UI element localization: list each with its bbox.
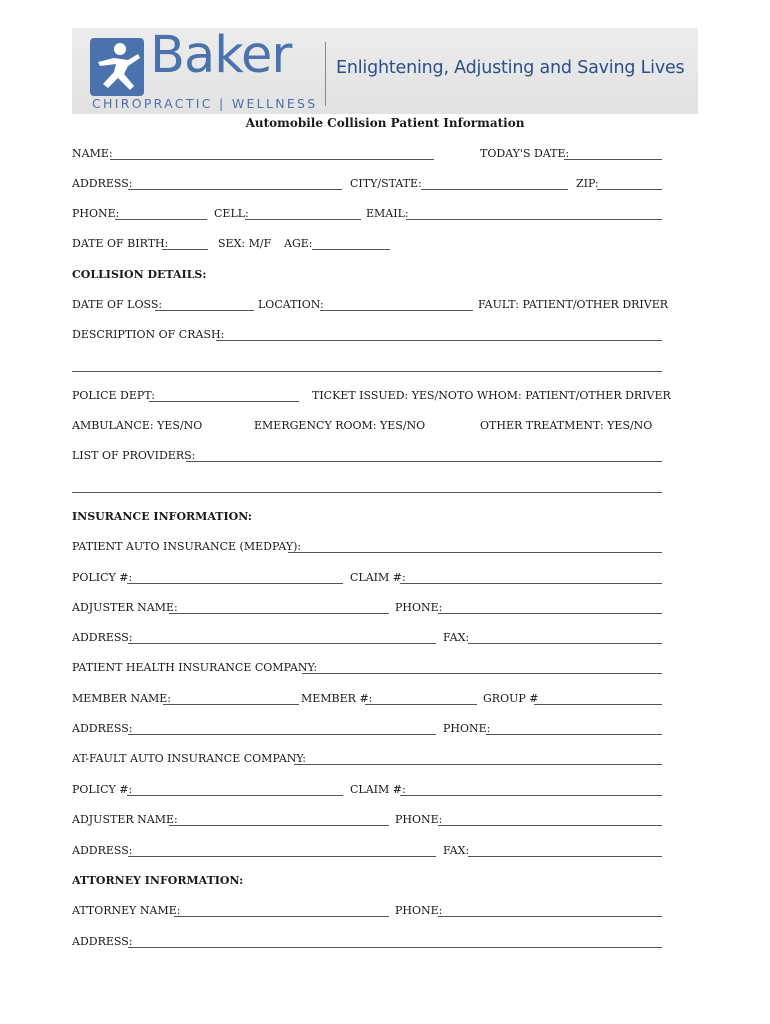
header-banner — [72, 28, 698, 114]
adjuster-phone-label: PHONE: — [395, 601, 443, 614]
phone-field[interactable] — [115, 219, 207, 220]
providers-field[interactable] — [186, 461, 662, 462]
member-number-field[interactable] — [365, 704, 477, 705]
at-fault-company-label: AT-FAULT AUTO INSURANCE COMPANY: — [72, 752, 307, 765]
at-fault-address-label: ADDRESS: — [72, 844, 133, 857]
tagline: Enlightening, Adjusting and Saving Lives — [336, 58, 685, 78]
row-at-fault-company — [72, 752, 662, 768]
attorney-phone-field[interactable] — [438, 916, 662, 917]
city-state-label: CITY/STATE: — [350, 177, 422, 190]
member-name-label: MEMBER NAME: — [72, 692, 172, 705]
health-phone-field[interactable] — [486, 734, 662, 735]
row-ins-address-2 — [72, 722, 662, 738]
policy-field[interactable] — [127, 583, 343, 584]
location-field[interactable] — [320, 310, 473, 311]
at-fault-phone-field[interactable] — [438, 825, 662, 826]
attorney-address-field[interactable] — [128, 947, 662, 948]
row-address — [72, 177, 662, 193]
row-providers — [72, 449, 662, 465]
date-of-loss-label: DATE OF LOSS: — [72, 298, 163, 311]
at-fault-claim-label: CLAIM #: — [350, 783, 406, 796]
fax-label: FAX: — [443, 631, 470, 644]
at-fault-policy-field[interactable] — [127, 795, 343, 796]
age-label: AGE: — [284, 237, 313, 250]
header-divider — [325, 42, 326, 106]
city-state-field[interactable] — [421, 189, 568, 190]
row-policy-2 — [72, 783, 662, 799]
todays-date-field[interactable] — [564, 159, 662, 160]
name-field[interactable] — [110, 159, 434, 160]
health-address-field[interactable] — [128, 734, 436, 735]
attorney-address-label: ADDRESS: — [72, 935, 133, 948]
row-police — [72, 389, 671, 405]
row-adjuster-1 — [72, 601, 662, 617]
row-attorney-address — [72, 935, 662, 951]
other-treatment-option[interactable]: OTHER TREATMENT: YES/NO — [480, 419, 653, 432]
adjuster-label: ADJUSTER NAME: — [72, 601, 178, 614]
email-field[interactable] — [406, 219, 662, 220]
at-fault-phone-label: PHONE: — [395, 813, 443, 826]
at-fault-policy-label: POLICY #: — [72, 783, 133, 796]
adjuster-field[interactable] — [169, 613, 389, 614]
at-fault-adjuster-label: ADJUSTER NAME: — [72, 813, 178, 826]
row-member — [72, 692, 662, 708]
attorney-phone-label: PHONE: — [395, 904, 443, 917]
attorney-heading: ATTORNEY INFORMATION: — [72, 874, 244, 887]
row-ins-address-1 — [72, 631, 662, 647]
address-label: ADDRESS: — [72, 177, 133, 190]
cell-field[interactable] — [245, 219, 361, 220]
fax-field[interactable] — [468, 643, 662, 644]
email-label: EMAIL: — [366, 207, 409, 220]
row-ins-address-3 — [72, 844, 662, 860]
collision-heading: COLLISION DETAILS: — [72, 268, 207, 281]
health-phone-label: PHONE: — [443, 722, 491, 735]
row-adjuster-2 — [72, 813, 662, 829]
row-attorney — [72, 904, 662, 920]
fault-option[interactable]: FAULT: PATIENT/OTHER DRIVER — [478, 298, 669, 311]
row-phone — [72, 207, 662, 223]
age-field[interactable] — [312, 249, 390, 250]
member-name-field[interactable] — [163, 704, 299, 705]
zip-label: ZIP: — [576, 177, 599, 190]
dob-label: DATE OF BIRTH: — [72, 237, 169, 250]
ambulance-option[interactable]: AMBULANCE: YES/NO — [72, 419, 203, 432]
brand-name: Baker — [150, 26, 292, 85]
at-fault-claim-field[interactable] — [400, 795, 662, 796]
health-company-field[interactable] — [302, 673, 662, 674]
zip-field[interactable] — [597, 189, 662, 190]
police-field[interactable] — [149, 401, 299, 402]
description-label: DESCRIPTION OF CRASH: — [72, 328, 225, 341]
at-fault-fax-field[interactable] — [468, 856, 662, 857]
ins-address-field[interactable] — [128, 643, 436, 644]
medpay-field[interactable] — [288, 552, 662, 553]
row-loss — [72, 298, 669, 314]
address-field[interactable] — [128, 189, 342, 190]
health-address-label: ADDRESS: — [72, 722, 133, 735]
row-health-company — [72, 661, 662, 677]
description-field[interactable] — [216, 340, 662, 341]
attorney-name-field[interactable] — [174, 916, 389, 917]
at-fault-company-field[interactable] — [294, 764, 662, 765]
phone-label: PHONE: — [72, 207, 120, 220]
row-name — [72, 147, 662, 163]
medpay-label: PATIENT AUTO INSURANCE (MEDPAY): — [72, 540, 302, 553]
police-label: POLICE DEPT: — [72, 389, 155, 402]
ticket-option[interactable]: TICKET ISSUED: YES/NO — [312, 389, 457, 402]
to-whom-option[interactable]: TO WHOM: PATIENT/OTHER DRIVER — [457, 389, 671, 402]
row-treatment — [72, 419, 662, 435]
group-number-field[interactable] — [534, 704, 662, 705]
location-label: LOCATION: — [258, 298, 324, 311]
at-fault-fax-label: FAX: — [443, 844, 470, 857]
insurance-heading: INSURANCE INFORMATION: — [72, 510, 252, 523]
emergency-room-option[interactable]: EMERGENCY ROOM: YES/NO — [254, 419, 426, 432]
providers-label: LIST OF PROVIDERS: — [72, 449, 196, 462]
member-number-label: MEMBER #: — [301, 692, 373, 705]
at-fault-adjuster-field[interactable] — [169, 825, 389, 826]
claim-label: CLAIM #: — [350, 571, 406, 584]
row-medpay — [72, 540, 662, 556]
todays-date-label: TODAY'S DATE: — [480, 147, 570, 160]
attorney-name-label: ATTORNEY NAME: — [72, 904, 181, 917]
row-dob — [72, 237, 662, 253]
at-fault-address-field[interactable] — [128, 856, 436, 857]
sex-option[interactable]: SEX: M/F — [218, 237, 272, 250]
page-title: Automobile Collision Patient Information — [245, 116, 525, 130]
health-company-label: PATIENT HEALTH INSURANCE COMPANY: — [72, 661, 318, 674]
description-field-line-2[interactable] — [72, 371, 662, 372]
group-number-label: GROUP # — [483, 692, 539, 705]
runner-icon — [90, 38, 144, 96]
policy-label: POLICY #: — [72, 571, 133, 584]
name-label: NAME: — [72, 147, 113, 160]
adjuster-phone-field[interactable] — [438, 613, 662, 614]
row-description — [72, 328, 662, 344]
date-of-loss-field[interactable] — [155, 310, 254, 311]
dob-field[interactable] — [162, 249, 208, 250]
claim-field[interactable] — [400, 583, 662, 584]
brand-subtitle: CHIROPRACTIC | WELLNESS — [92, 96, 318, 111]
cell-label: CELL: — [214, 207, 249, 220]
providers-field-line-2[interactable] — [72, 492, 662, 493]
ins-address-label: ADDRESS: — [72, 631, 133, 644]
row-policy-1 — [72, 571, 662, 587]
